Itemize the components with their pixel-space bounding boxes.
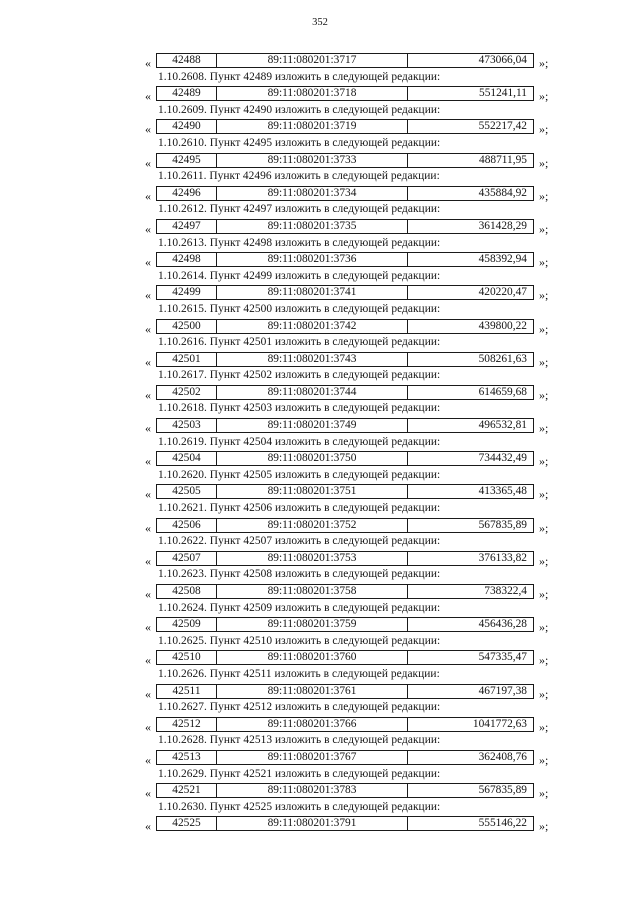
table-cells xyxy=(156,252,534,267)
cadastral-number-cell: 89:11:080201:3743 xyxy=(217,353,408,366)
instruction-text: 1.10.2625. Пункт 42510 изложить в следующей редакции: xyxy=(158,634,441,647)
item-number-cell: 42506 xyxy=(157,519,217,532)
table-row xyxy=(0,518,640,535)
document-body xyxy=(0,53,640,833)
cadastral-number-cell: 89:11:080201:3753 xyxy=(217,552,408,565)
closing-quote: »; xyxy=(539,221,549,236)
instruction-text: 1.10.2609. Пункт 42490 изложить в следующей редакции: xyxy=(158,103,441,116)
table-cells xyxy=(156,53,534,68)
amendment-instruction xyxy=(0,202,640,219)
item-number-cell: 42509 xyxy=(157,618,217,631)
table-row xyxy=(0,451,640,468)
cadastral-number-cell: 89:11:080201:3742 xyxy=(217,320,408,333)
cadastral-value-cell: 435884,92 xyxy=(478,186,527,199)
instruction-text: 1.10.2628. Пункт 42513 изложить в следующей редакции: xyxy=(158,734,441,747)
table-row xyxy=(0,385,640,402)
cadastral-number-cell: 89:11:080201:3736 xyxy=(217,253,408,266)
closing-quote: »; xyxy=(539,520,549,535)
cadastral-value-cell: 496532,81 xyxy=(478,419,527,432)
instruction-text: 1.10.2616. Пункт 42501 изложить в следующей редакции: xyxy=(158,336,441,349)
amendment-instruction xyxy=(0,468,640,485)
closing-quote: »; xyxy=(539,89,549,104)
cadastral-number-cell: 89:11:080201:3744 xyxy=(217,386,408,399)
opening-quote: « xyxy=(145,553,151,568)
cadastral-value-cell: 551241,11 xyxy=(479,87,527,100)
cadastral-value-cell: 555146,22 xyxy=(478,817,527,830)
closing-quote: »; xyxy=(539,255,549,270)
closing-quote: »; xyxy=(539,387,549,402)
item-number-cell: 42490 xyxy=(157,120,217,133)
opening-quote: « xyxy=(145,587,151,601)
amendment-instruction xyxy=(0,103,640,120)
table-row xyxy=(0,650,640,667)
cadastral-number-cell: 89:11:080201:3759 xyxy=(217,618,408,631)
cadastral-value-cell: 439800,22 xyxy=(478,319,527,332)
table-cells xyxy=(156,518,534,533)
amendment-instruction xyxy=(0,767,640,784)
closing-quote: »; xyxy=(539,354,549,369)
item-number-cell: 42521 xyxy=(157,784,217,797)
table-row xyxy=(0,86,640,103)
amendment-instruction xyxy=(0,70,640,87)
table-cells xyxy=(156,584,534,599)
opening-quote: « xyxy=(145,819,151,834)
opening-quote: « xyxy=(145,255,151,270)
table-cells xyxy=(156,86,534,101)
cadastral-number-cell: 89:11:080201:3719 xyxy=(217,120,408,133)
instruction-text: 1.10.2620. Пункт 42505 изложить в следующей редакции: xyxy=(158,468,441,481)
cadastral-value-cell: 734432,49 xyxy=(478,452,527,465)
instruction-text: 1.10.2611. Пункт 42496 изложить в следующей редакции: xyxy=(158,170,440,183)
table-row xyxy=(0,186,640,203)
item-number-cell: 42510 xyxy=(157,651,217,664)
amendment-instruction xyxy=(0,335,640,352)
cadastral-number-cell: 89:11:080201:3717 xyxy=(217,54,408,67)
instruction-text: 1.10.2612. Пункт 42497 изложить в следующей редакции: xyxy=(158,203,441,216)
opening-quote: « xyxy=(145,653,151,668)
cadastral-number-cell: 89:11:080201:3752 xyxy=(217,519,408,532)
amendment-instruction xyxy=(0,634,640,651)
amendment-instruction xyxy=(0,368,640,385)
instruction-text: 1.10.2615. Пункт 42500 изложить в следующей редакции: xyxy=(158,302,441,315)
table-cells xyxy=(156,617,534,632)
closing-quote: »; xyxy=(539,686,549,701)
opening-quote: « xyxy=(145,387,151,402)
table-cells xyxy=(156,219,534,234)
cadastral-value-cell: 508261,63 xyxy=(478,352,527,365)
amendment-instruction xyxy=(0,534,640,551)
instruction-text: 1.10.2621. Пункт 42506 изложить в следующей редакции: xyxy=(158,502,441,515)
table-row xyxy=(0,418,640,435)
closing-quote: »; xyxy=(539,188,549,203)
cadastral-value-cell: 362408,76 xyxy=(478,750,527,763)
item-number-cell: 42504 xyxy=(157,452,217,465)
item-number-cell: 42513 xyxy=(157,751,217,764)
cadastral-value-cell: 738322,4 xyxy=(484,585,527,597)
cadastral-value-cell: 456436,28 xyxy=(478,618,527,631)
closing-quote: »; xyxy=(539,719,549,734)
closing-quote: »; xyxy=(539,288,549,303)
instruction-text: 1.10.2622. Пункт 42507 изложить в следующей редакции: xyxy=(158,535,441,548)
table-cells xyxy=(156,186,534,201)
instruction-text: 1.10.2613. Пункт 42498 изложить в следующей редакции: xyxy=(158,236,441,249)
opening-quote: « xyxy=(145,520,151,535)
cadastral-value-cell: 467197,38 xyxy=(478,684,527,697)
cadastral-value-cell: 473066,04 xyxy=(478,54,527,66)
item-number-cell: 42496 xyxy=(157,187,217,200)
cadastral-number-cell: 89:11:080201:3735 xyxy=(217,220,408,233)
opening-quote: « xyxy=(145,288,151,303)
opening-quote: « xyxy=(145,686,151,701)
cadastral-number-cell: 89:11:080201:3783 xyxy=(217,784,408,797)
item-number-cell: 42497 xyxy=(157,220,217,233)
cadastral-value-cell: 458392,94 xyxy=(478,253,527,266)
amendment-instruction xyxy=(0,667,640,684)
table-row xyxy=(0,617,640,634)
opening-quote: « xyxy=(145,454,151,469)
instruction-text: 1.10.2608. Пункт 42489 изложить в следующей редакции: xyxy=(158,70,441,83)
closing-quote: »; xyxy=(539,587,549,601)
closing-quote: »; xyxy=(539,653,549,668)
closing-quote: »; xyxy=(539,752,549,767)
cadastral-number-cell: 89:11:080201:3734 xyxy=(217,187,408,200)
instruction-text: 1.10.2619. Пункт 42504 изложить в следующей редакции: xyxy=(158,435,441,448)
closing-quote: »; xyxy=(539,155,549,170)
instruction-text: 1.10.2624. Пункт 42509 изложить в следующей редакции: xyxy=(158,601,441,614)
item-number-cell: 42500 xyxy=(157,320,217,333)
closing-quote: »; xyxy=(539,786,549,801)
amendment-instruction xyxy=(0,800,640,817)
cadastral-number-cell: 89:11:080201:3766 xyxy=(217,718,408,731)
cadastral-number-cell: 89:11:080201:3751 xyxy=(217,485,408,498)
opening-quote: « xyxy=(145,354,151,369)
amendment-instruction xyxy=(0,700,640,717)
closing-quote: »; xyxy=(539,620,549,635)
closing-quote: »; xyxy=(539,321,549,336)
opening-quote: « xyxy=(145,155,151,170)
cadastral-value-cell: 488711,95 xyxy=(479,153,527,166)
table-cells xyxy=(156,418,534,433)
table-row xyxy=(0,783,640,800)
table-cells xyxy=(156,285,534,300)
closing-quote: »; xyxy=(539,487,549,502)
cadastral-value-cell: 413365,48 xyxy=(478,485,527,498)
cadastral-value-cell: 420220,47 xyxy=(478,286,527,299)
table-cells xyxy=(156,484,534,499)
instruction-text: 1.10.2614. Пункт 42499 изложить в следующей редакции: xyxy=(158,269,441,282)
item-number-cell: 42507 xyxy=(157,552,217,565)
opening-quote: « xyxy=(145,56,151,70)
table-cells xyxy=(156,551,534,566)
cadastral-number-cell: 89:11:080201:3760 xyxy=(217,651,408,664)
amendment-instruction xyxy=(0,733,640,750)
item-number-cell: 42508 xyxy=(157,585,217,598)
table-cells xyxy=(156,352,534,367)
cadastral-number-cell: 89:11:080201:3791 xyxy=(217,817,408,830)
item-number-cell: 42495 xyxy=(157,154,217,167)
table-cells xyxy=(156,684,534,699)
opening-quote: « xyxy=(145,122,151,137)
item-number-cell: 42511 xyxy=(157,685,217,698)
table-row xyxy=(0,584,640,601)
closing-quote: »; xyxy=(539,553,549,568)
item-number-cell: 42488 xyxy=(157,54,217,67)
table-cells xyxy=(156,319,534,334)
instruction-text: 1.10.2623. Пункт 42508 изложить в следующей редакции: xyxy=(158,568,441,581)
table-row xyxy=(0,816,640,833)
amendment-instruction xyxy=(0,302,640,319)
table-cells xyxy=(156,650,534,665)
amendment-instruction xyxy=(0,401,640,418)
closing-quote: »; xyxy=(539,56,549,70)
item-number-cell: 42498 xyxy=(157,253,217,266)
amendment-instruction xyxy=(0,236,640,253)
opening-quote: « xyxy=(145,719,151,734)
amendment-instruction xyxy=(0,601,640,618)
table-row xyxy=(0,285,640,302)
amendment-instruction xyxy=(0,567,640,584)
cadastral-value-cell: 614659,68 xyxy=(478,385,527,398)
cadastral-value-cell: 552217,42 xyxy=(478,120,527,133)
table-row xyxy=(0,717,640,734)
table-cells xyxy=(156,385,534,400)
item-number-cell: 42525 xyxy=(157,817,217,830)
table-cells xyxy=(156,750,534,765)
cadastral-number-cell: 89:11:080201:3718 xyxy=(217,87,408,100)
table-row xyxy=(0,319,640,336)
item-number-cell: 42489 xyxy=(157,87,217,100)
cadastral-number-cell: 89:11:080201:3767 xyxy=(217,751,408,764)
table-cells xyxy=(156,451,534,466)
opening-quote: « xyxy=(145,89,151,104)
opening-quote: « xyxy=(145,786,151,801)
instruction-text: 1.10.2618. Пункт 42503 изложить в следующей редакции: xyxy=(158,402,441,415)
closing-quote: »; xyxy=(539,819,549,834)
amendment-instruction xyxy=(0,501,640,518)
table-row xyxy=(0,484,640,501)
opening-quote: « xyxy=(145,752,151,767)
amendment-instruction xyxy=(0,136,640,153)
opening-quote: « xyxy=(145,620,151,635)
cadastral-value-cell: 567835,89 xyxy=(478,518,527,531)
table-row xyxy=(0,684,640,701)
table-row xyxy=(0,551,640,568)
item-number-cell: 42505 xyxy=(157,485,217,498)
opening-quote: « xyxy=(145,188,151,203)
amendment-instruction xyxy=(0,435,640,452)
cadastral-value-cell: 376133,82 xyxy=(478,551,527,564)
table-cells xyxy=(156,119,534,134)
item-number-cell: 42501 xyxy=(157,353,217,366)
instruction-text: 1.10.2617. Пункт 42502 изложить в следующей редакции: xyxy=(158,369,441,382)
page-number: 352 xyxy=(312,17,328,28)
table-cells xyxy=(156,783,534,798)
item-number-cell: 42499 xyxy=(157,286,217,299)
cadastral-number-cell: 89:11:080201:3749 xyxy=(217,419,408,432)
item-number-cell: 42503 xyxy=(157,419,217,432)
amendment-instruction xyxy=(0,269,640,286)
instruction-text: 1.10.2629. Пункт 42521 изложить в следующей редакции: xyxy=(158,767,441,780)
instruction-text: 1.10.2626. Пункт 42511 изложить в следующей редакции: xyxy=(158,667,440,680)
cadastral-value-cell: 1041772,63 xyxy=(472,717,527,730)
table-row xyxy=(0,750,640,767)
cadastral-number-cell: 89:11:080201:3741 xyxy=(217,286,408,299)
table-row xyxy=(0,252,640,269)
opening-quote: « xyxy=(145,421,151,436)
cadastral-number-cell: 89:11:080201:3761 xyxy=(217,685,408,698)
cadastral-value-cell: 567835,89 xyxy=(478,784,527,797)
item-number-cell: 42512 xyxy=(157,718,217,731)
table-cells xyxy=(156,717,534,732)
table-row xyxy=(0,153,640,170)
table-row xyxy=(0,219,640,236)
amendment-instruction xyxy=(0,169,640,186)
cadastral-value-cell: 547335,47 xyxy=(478,651,527,664)
closing-quote: »; xyxy=(539,122,549,137)
closing-quote: »; xyxy=(539,454,549,469)
table-row xyxy=(0,53,640,70)
instruction-text: 1.10.2630. Пункт 42525 изложить в следующей редакции: xyxy=(158,800,441,813)
opening-quote: « xyxy=(145,487,151,502)
table-cells xyxy=(156,153,534,168)
instruction-text: 1.10.2610. Пункт 42495 изложить в следующей редакции: xyxy=(158,136,441,149)
table-cells xyxy=(156,816,534,831)
table-row xyxy=(0,119,640,136)
table-row xyxy=(0,352,640,369)
opening-quote: « xyxy=(145,221,151,236)
instruction-text: 1.10.2627. Пункт 42512 изложить в следующей редакции: xyxy=(158,701,441,714)
closing-quote: »; xyxy=(539,421,549,436)
opening-quote: « xyxy=(145,321,151,336)
cadastral-number-cell: 89:11:080201:3758 xyxy=(217,585,408,598)
cadastral-number-cell: 89:11:080201:3733 xyxy=(217,154,408,167)
cadastral-number-cell: 89:11:080201:3750 xyxy=(217,452,408,465)
cadastral-value-cell: 361428,29 xyxy=(478,219,527,232)
item-number-cell: 42502 xyxy=(157,386,217,399)
